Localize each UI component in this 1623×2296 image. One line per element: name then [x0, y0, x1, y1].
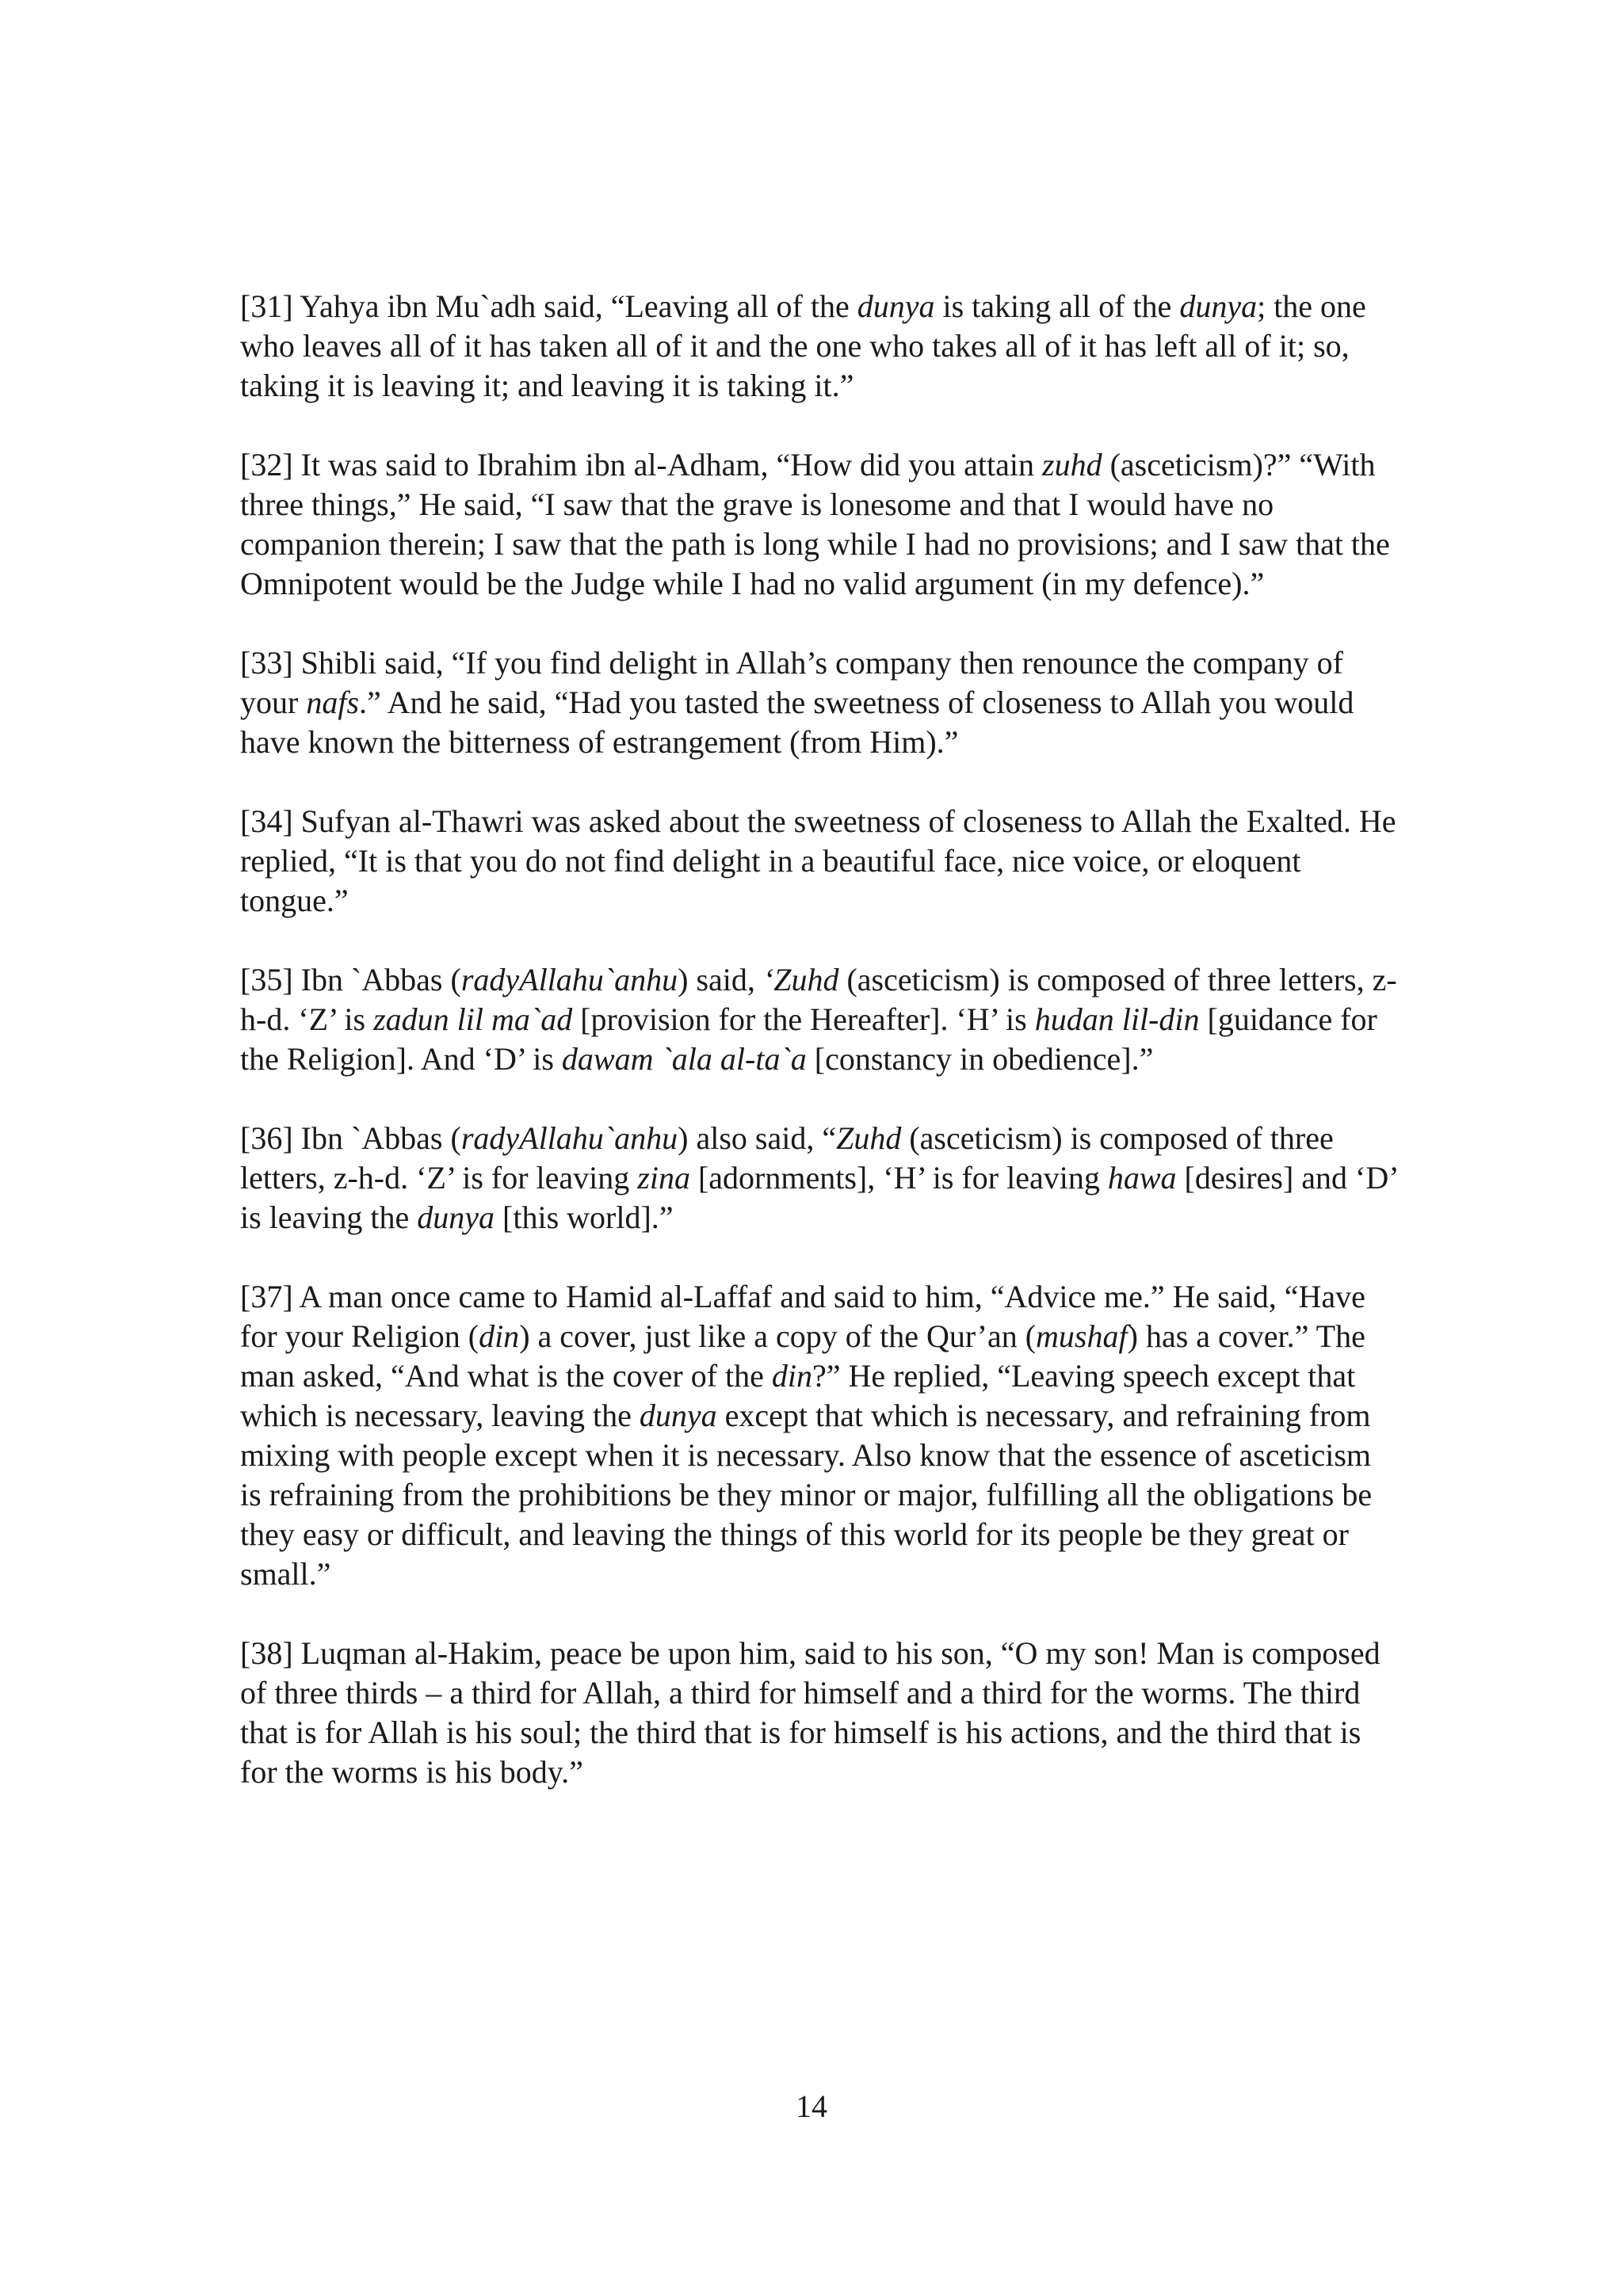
italic-term: zuhd: [1042, 447, 1102, 482]
italic-term: Zuhd: [836, 1120, 902, 1156]
paragraph-text: [32] It was said to Ibrahim ibn al-Adham, “How did you attain: [240, 447, 1042, 482]
paragraph-text: (asceticism) is composed of three letters, z-h-d. ‘Z’ is for leaving: [240, 1120, 1334, 1196]
paragraph-text: [this world].”: [495, 1199, 674, 1235]
paragraph-text: [33] Shibli said, “If you find delight in Allah’s company then renounce the company of your: [240, 645, 1343, 720]
paragraph-text: [desires] and ‘D’ is leaving the: [240, 1160, 1397, 1235]
paragraph-text: ) a cover, just like a copy of the Qur’an (: [519, 1318, 1037, 1354]
paragraph-38: [240, 1634, 1397, 1792]
paragraph-36: [240, 1119, 1397, 1238]
paragraph-text: ?” He replied, “Leaving speech except that which is necessary, leaving the: [240, 1358, 1356, 1433]
page-number: 14: [796, 2088, 827, 2124]
paragraph-text: except that which is necessary, and refraining from mixing with people except when it is necessary. Also know that the essence of asceticism is refraining from the prohibitions be they minor or major, fulfilling all the obligations be they easy or difficult, and leaving the things of this world for its people be they great or small.”: [240, 1398, 1373, 1592]
italic-term: nafs: [306, 685, 360, 720]
paragraph-31: [240, 287, 1397, 406]
paragraph-text: [adornments], ‘H’ is for leaving: [689, 1160, 1108, 1196]
paragraph-text: .” And he said, “Had you tasted the sweetness of closeness to Allah you would have known the bitterness of estrangement (from Him).”: [240, 685, 1354, 760]
paragraph-text: [35] Ibn `Abbas (: [240, 962, 461, 997]
italic-term: dawam `ala al-ta`a: [561, 1041, 807, 1077]
paragraph-text: ; the one who leaves all of it has taken all of it and the one who takes all of it has left all of it; so, taking it is leaving it; and leaving it is taking it.”: [240, 288, 1366, 403]
paragraph-text: is taking all of the: [934, 288, 1180, 324]
paragraph-text: (asceticism) is composed of three letters, z-h-d. ‘Z’ is: [240, 962, 1397, 1037]
paragraph-text: [34] Sufyan al-Thawri was asked about the sweetness of closeness to Allah the Exalted. He replied, “It is that you do not find delight in a beautiful face, nice voice, or eloquent tongue.”: [240, 803, 1396, 918]
paragraph-35: [240, 960, 1397, 1079]
paragraph-text: ) said,: [678, 962, 763, 997]
italic-term: mushaf: [1036, 1318, 1128, 1354]
paragraph-text: ) has a cover.” The man asked, “And what is the cover of the: [240, 1318, 1365, 1394]
paragraph-34: [240, 802, 1397, 921]
italic-term: dunya: [1179, 288, 1258, 324]
paragraph-37: [240, 1277, 1397, 1594]
paragraph-text: [37] A man once came to Hamid al-Laffaf and said to him, “Advice me.” He said, “Have for your Religion (: [240, 1279, 1365, 1354]
paragraph-text: [provision for the Hereafter]. ‘H’ is: [572, 1001, 1035, 1037]
italic-term: ‘Zuhd: [762, 962, 839, 997]
italic-term: dunya: [857, 288, 935, 324]
paragraph-text: (asceticism)?” “With three things,” He said, “I saw that the grave is lonesome and that I would have no companion therein; I saw that the path is long while I had no provisions; and I saw that the Omnipotent would be the Judge while I had no valid argument (in my defence).”: [240, 447, 1390, 601]
paragraph-text: [constancy in obedience].”: [806, 1041, 1154, 1077]
document-body: [240, 287, 1397, 1832]
italic-term: zina: [637, 1160, 690, 1196]
italic-term: din: [479, 1318, 520, 1354]
italic-term: dunya: [639, 1398, 717, 1433]
italic-term: radyAllahu`anhu: [460, 1120, 678, 1156]
italic-term: hawa: [1107, 1160, 1177, 1196]
italic-term: radyAllahu`anhu: [460, 962, 678, 997]
paragraph-text: [38] Luqman al-Hakim, peace be upon him, said to his son, “O my son! Man is composed of three thirds – a third for Allah, a third for himself and a third for the worms. The third that is for Allah is his soul; the third that is for himself is his actions, and the third that is for the worms is his body.”: [240, 1635, 1381, 1790]
italic-term: hudan lil-din: [1034, 1001, 1200, 1037]
paragraph-text: [guidance for the Religion]. And ‘D’ is: [240, 1001, 1377, 1077]
paragraph-text: ) also said, “: [678, 1120, 837, 1156]
italic-term: din: [771, 1358, 813, 1394]
italic-term: dunya: [417, 1199, 495, 1235]
paragraph-text: [36] Ibn `Abbas (: [240, 1120, 461, 1156]
paragraph-32: [240, 445, 1397, 604]
paragraph-text: [31] Yahya ibn Mu`adh said, “Leaving all of the: [240, 288, 857, 324]
italic-term: zadun lil ma`ad: [373, 1001, 573, 1037]
paragraph-33: [240, 643, 1397, 762]
